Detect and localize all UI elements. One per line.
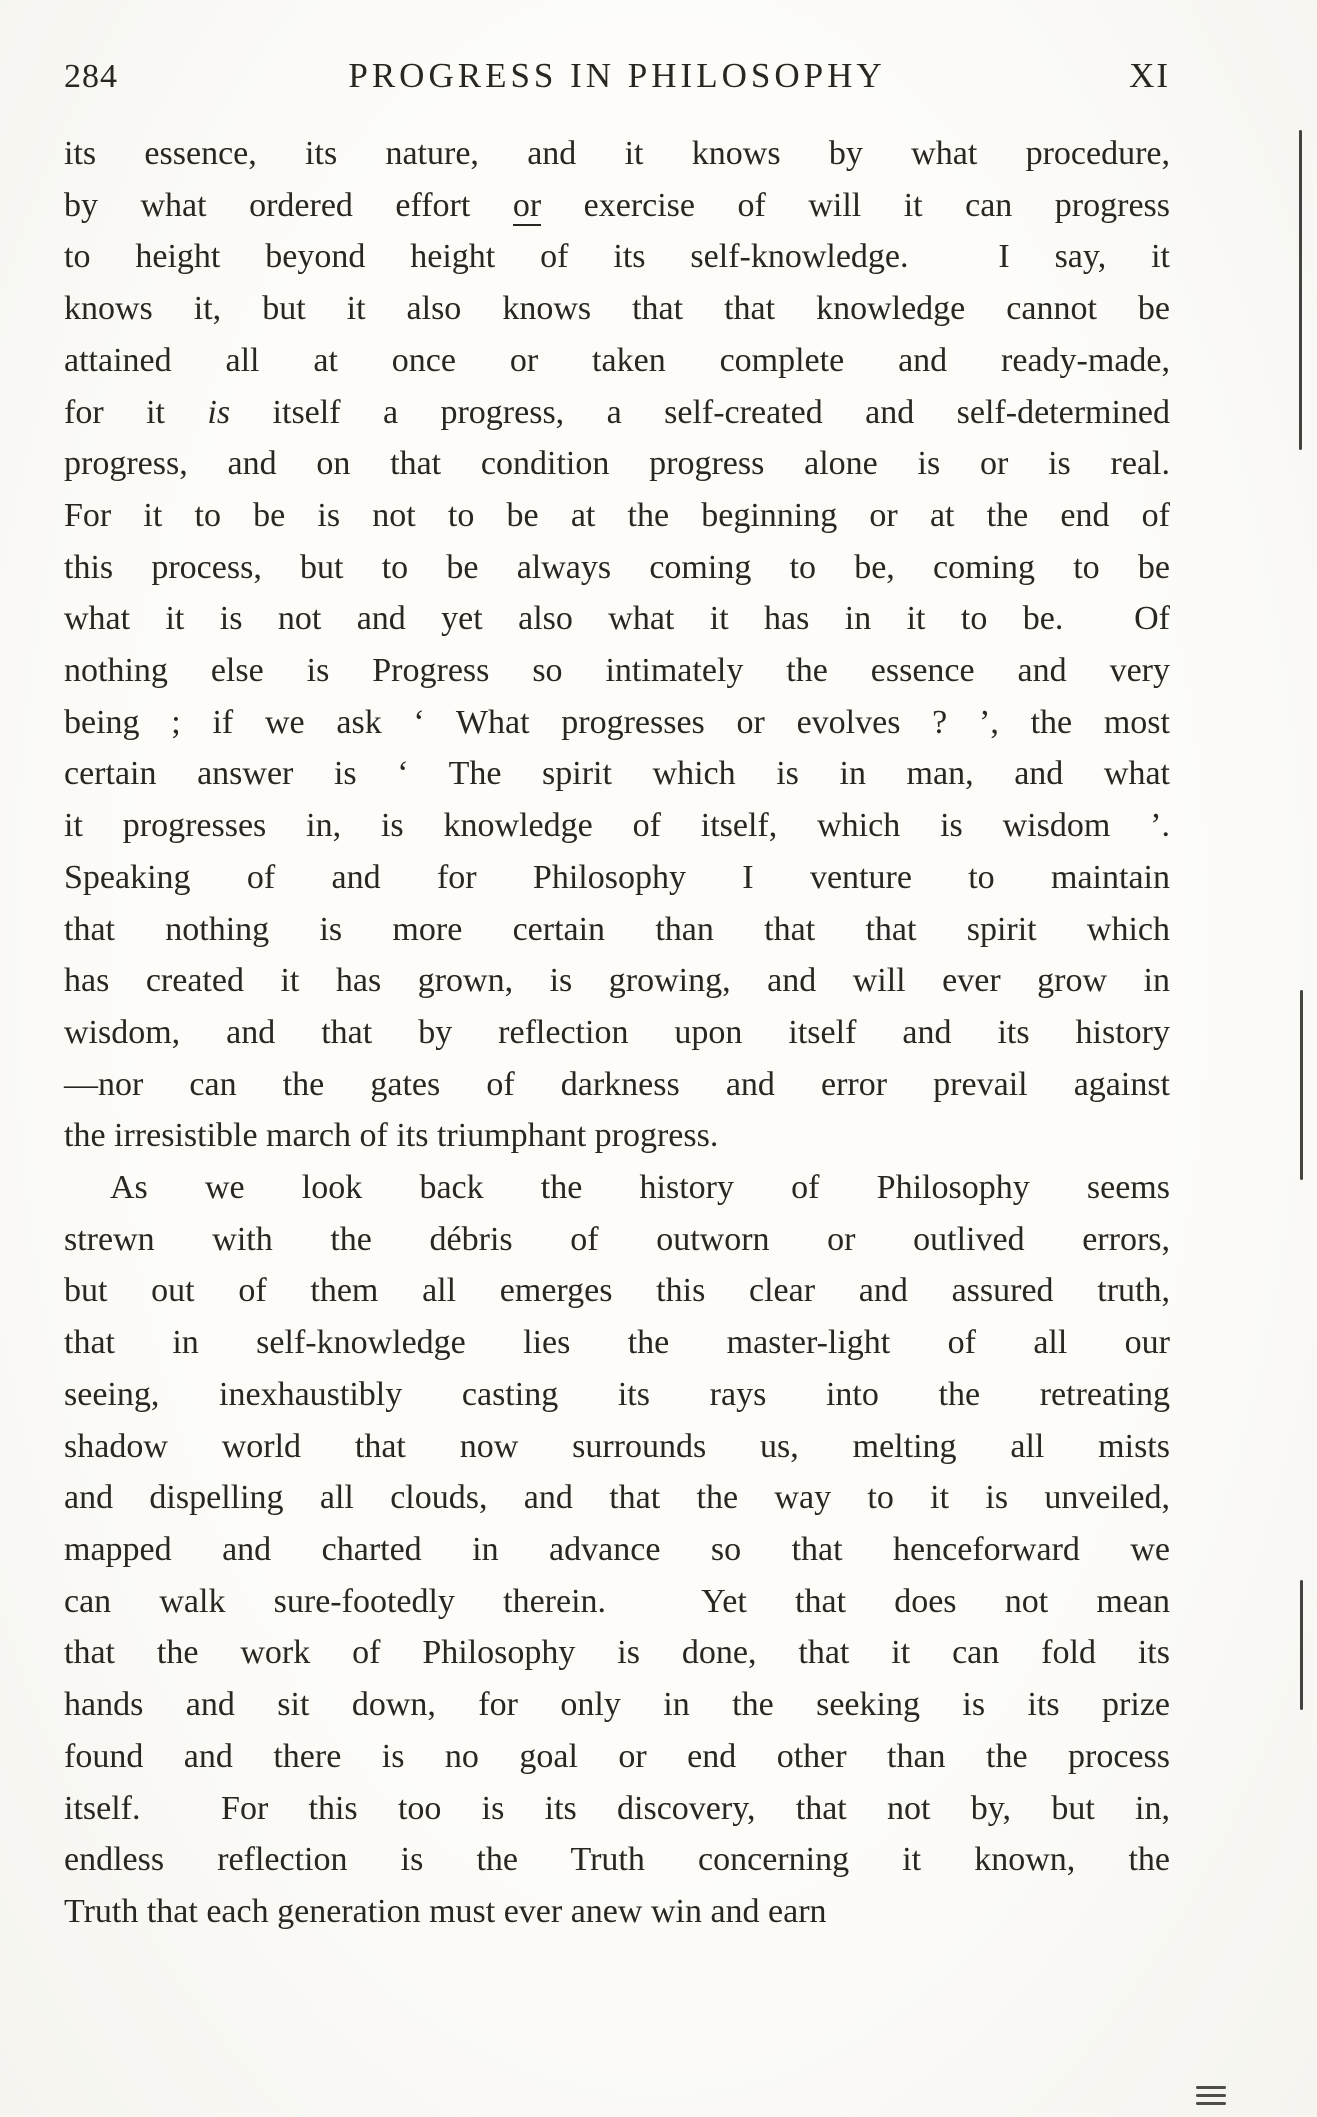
scan-edge-artifact	[1299, 130, 1302, 450]
text-line: endless reflection is the Truth concerning it known, the	[64, 1841, 1170, 1879]
text-line: its essence, its nature, and it knows by what procedure,	[64, 135, 1170, 172]
text-line: —nor can the gates of darkness and error prevail against	[64, 1065, 1170, 1103]
text-line: it progresses in, is knowledge of itself, which is wisdom ’.	[64, 807, 1170, 845]
scan-bottom-marks-artifact	[1196, 2086, 1230, 2110]
italic-word: is	[207, 393, 231, 431]
chapter-numeral: XI	[1129, 56, 1170, 95]
text-line: seeing, inexhaustibly casting its rays into the retreating	[64, 1375, 1170, 1413]
text-line: to height beyond height of its self-knowledge. I say, it	[64, 238, 1170, 276]
paragraph-1	[64, 128, 1170, 1162]
text-line: Speaking of and for Philosophy I venture to maintain	[64, 858, 1170, 896]
text-line: As we look back the history of Philosophy seems	[110, 1169, 1170, 1207]
page-number: 284	[64, 58, 118, 95]
line-fragment: for it	[64, 393, 165, 431]
text-line	[64, 180, 1170, 232]
text-line: attained all at once or taken complete and ready-made,	[64, 341, 1170, 379]
text-line: Truth that each generation must ever anew win and earn	[64, 1892, 827, 1930]
text-line: that the work of Philosophy is done, that it can fold its	[64, 1634, 1170, 1672]
text-line: nothing else is Progress so intimately the essence and very	[64, 652, 1170, 690]
scan-mark	[1196, 2086, 1226, 2089]
text-line: progress, and on that condition progress alone is or is real.	[64, 445, 1170, 483]
underlined-word: or	[512, 186, 542, 224]
scan-mark	[1196, 2102, 1226, 2105]
text-line: and dispelling all clouds, and that the way to it is unveiled,	[64, 1479, 1170, 1517]
text-line: mapped and charted in advance so that henceforward we	[64, 1530, 1170, 1568]
text-line: being ; if we ask ‘ What progresses or evolves ? ’, the most	[64, 703, 1170, 741]
line-fragment: exercise of will it can progress	[583, 186, 1170, 224]
body-text	[64, 128, 1170, 1938]
text-line: what it is not and yet also what it has in it to be. Of	[64, 600, 1170, 638]
scan-edge-artifact	[1300, 990, 1303, 1180]
scan-edge-artifact	[1300, 1580, 1303, 1710]
line-fragment: by what ordered effort	[64, 186, 471, 224]
text-line: the irresistible march of its triumphant progress.	[64, 1117, 719, 1155]
text-line: has created it has grown, is growing, and will ever grow in	[64, 962, 1170, 1000]
text-line: that nothing is more certain than that that spirit which	[64, 910, 1170, 948]
text-line: hands and sit down, for only in the seeking is its prize	[64, 1686, 1170, 1724]
text-line: knows it, but it also knows that that knowledge cannot be	[64, 290, 1170, 328]
text-line: can walk sure-footedly therein. Yet that does not mean	[64, 1582, 1170, 1620]
text-line: strewn with the débris of outworn or outlived errors,	[64, 1220, 1170, 1258]
text-line: but out of them all emerges this clear and assured truth,	[64, 1272, 1170, 1310]
paragraph-2	[64, 1162, 1170, 1938]
text-line: found and there is no goal or end other than the process	[64, 1737, 1170, 1775]
text-line: shadow world that now surrounds us, melting all mists	[64, 1427, 1170, 1465]
running-title: PROGRESS IN PHILOSOPHY	[348, 56, 886, 95]
text-line: itself. For this too is its discovery, that not by, but in,	[64, 1789, 1170, 1827]
text-line: certain answer is ‘ The spirit which is in man, and what	[64, 755, 1170, 793]
text-line: that in self-knowledge lies the master-light of all our	[64, 1324, 1170, 1362]
line-fragment: itself a progress, a self-created and self-determined	[272, 393, 1170, 431]
scan-mark	[1196, 2094, 1226, 2097]
text-line: wisdom, and that by reflection upon itself and its history	[64, 1013, 1170, 1051]
page-header	[64, 56, 1170, 96]
text-line: For it to be is not to be at the beginning or at the end of	[64, 496, 1170, 534]
text-line: this process, but to be always coming to be, coming to be	[64, 548, 1170, 586]
text-line	[64, 387, 1170, 439]
